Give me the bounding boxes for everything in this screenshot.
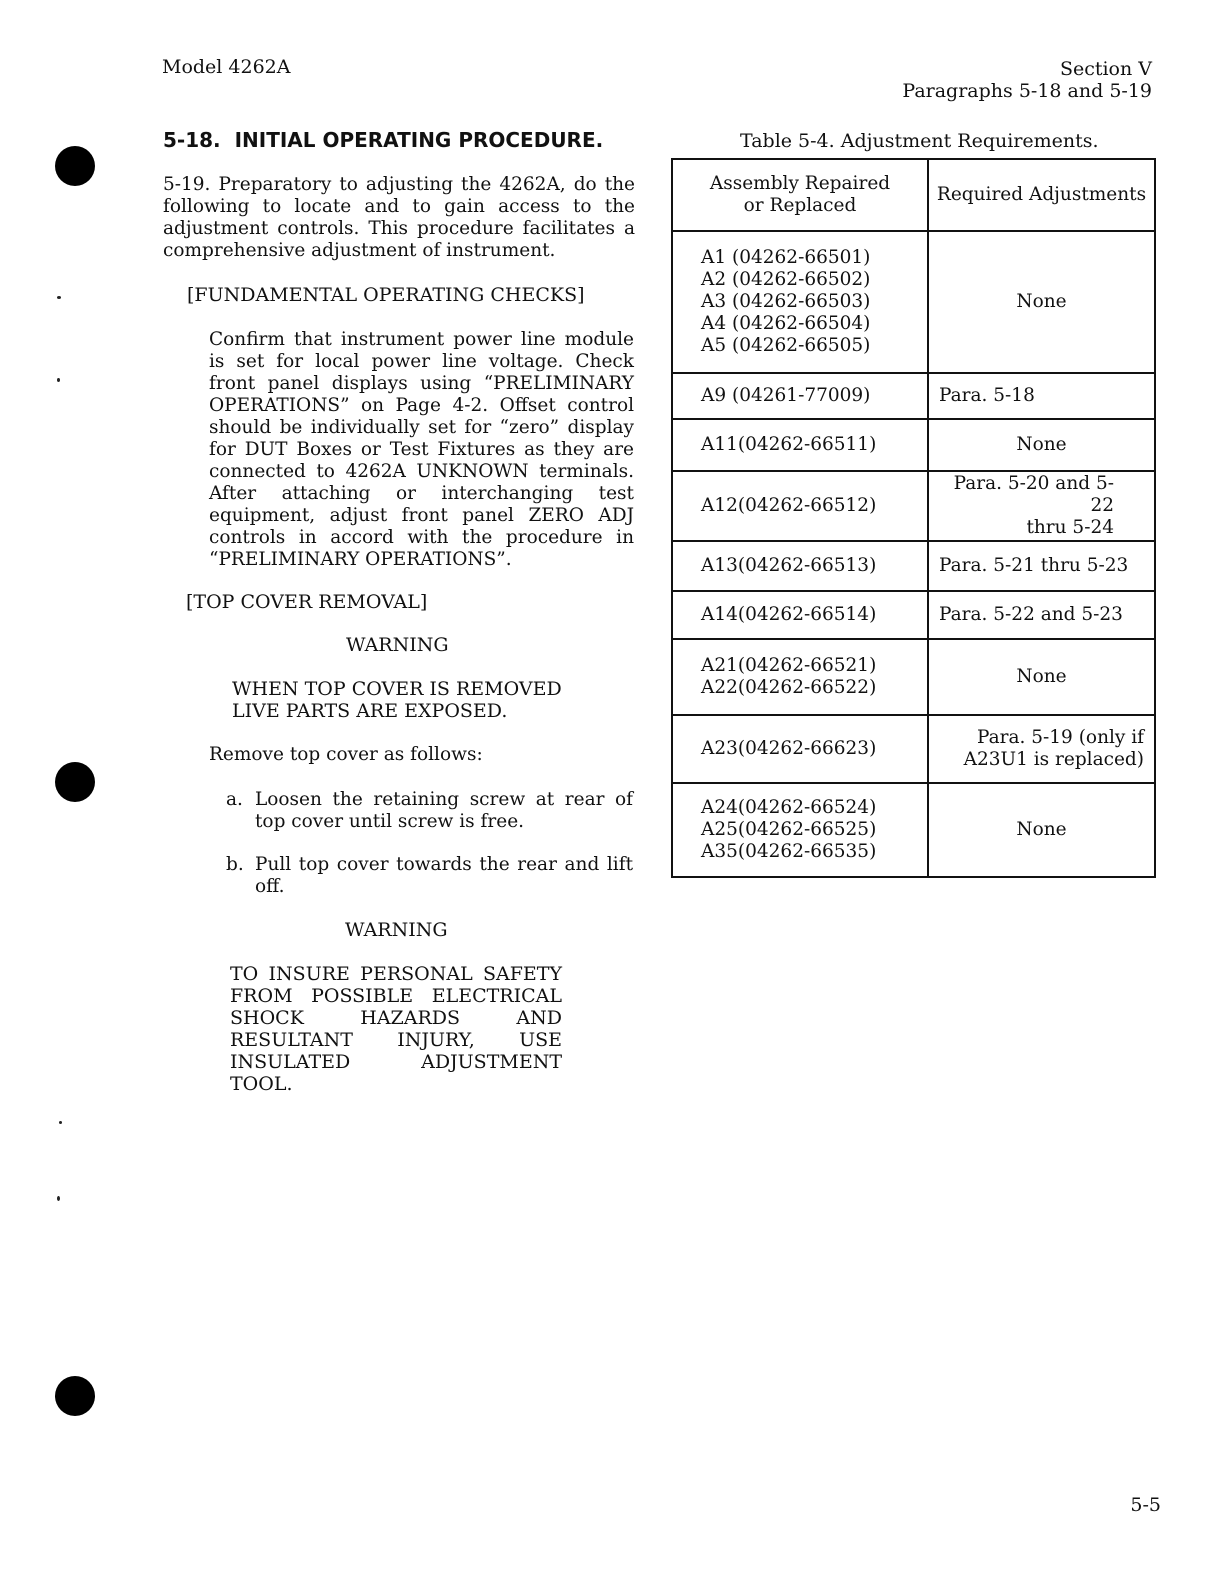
adjustment-cell: None [928,639,1155,715]
adjustment-cell: Para. 5-18 [928,373,1155,419]
column-header-assembly: Assembly Repaired or Replaced [672,159,928,231]
scan-speck [59,1121,62,1124]
section-label: Section V [1059,58,1152,80]
table-row [672,231,1155,373]
section-heading: 5-18. INITIAL OPERATING PROCEDURE. [163,128,604,152]
warning-line-2: LIVE PARTS ARE EXPOSED. [232,700,508,722]
step-a-text: Loosen the retaining screw at rear of top cover until screw is free. [255,789,633,832]
adjustment-cell: Para. 5-20 and 5-22 thru 5-24 [928,471,1155,541]
table-row [672,419,1155,471]
scan-speck [57,1196,60,1201]
adjustment-cell: Para. 5-22 and 5-23 [928,591,1155,639]
table-row [672,541,1155,591]
paragraphs-label: Paragraphs 5-18 and 5-19 [902,80,1152,102]
model-label: Model 4262A [162,56,291,78]
table-row [672,591,1155,639]
binder-hole-top [55,146,95,186]
assembly-cell: A1 (04262-66501) A2 (04262-66502) A3 (04262-66503) A4 (04262-66504) A5 (04262-66505) [672,231,928,373]
table-row [672,783,1155,877]
adjustment-cell: Para. 5-21 thru 5-23 [928,541,1155,591]
warning-line-1: WHEN TOP COVER IS REMOVED [232,678,562,700]
table-row [672,715,1155,783]
assembly-cell: A14(04262-66514) [672,591,928,639]
table-caption: Table 5-4. Adjustment Requirements. [740,130,1099,152]
assembly-cell: A13(04262-66513) [672,541,928,591]
step-b-marker: b. [226,854,244,875]
top-cover-heading: [TOP COVER REMOVAL] [186,591,428,613]
assembly-cell: A12(04262-66512) [672,471,928,541]
page-number: 5-5 [1130,1494,1161,1516]
assembly-cell: A23(04262-66623) [672,715,928,783]
assembly-cell: A24(04262-66524) A25(04262-66525) A35(04262-66535) [672,783,928,877]
assembly-cell: A9 (04261-77009) [672,373,928,419]
adjustment-cell: None [928,419,1155,471]
column-header-adjustments: Required Adjustments [928,159,1155,231]
adjustment-cell: None [928,231,1155,373]
warning-title-1: WARNING [346,634,449,656]
step-b-text: Pull top cover towards the rear and lift off. [255,854,633,897]
assembly-cell: A11(04262-66511) [672,419,928,471]
scan-speck [57,296,61,299]
binder-hole-bottom [55,1376,95,1416]
warning-text-2: TO INSURE PERSONAL SAFETY FROM POSSIBLE ELECTRICAL SHOCK HAZARDS AND RESULTANT INJURY, USE INSULATED ADJUSTMENT TOOL. [230,963,562,1095]
table-header-row [672,159,1155,231]
fundamental-checks-heading: [FUNDAMENTAL OPERATING CHECKS] [187,284,585,306]
scan-speck [57,378,60,382]
table-row [672,471,1155,541]
fundamental-checks-text: Confirm that instrument power line module is set for local power line voltage. Check front panel displays using “PRELIMINARY OPERATIONS” on Page 4-2. Offset control should be individually set for “zero” display for DUT Boxes or Test Fixtures as they are connected to 4262A UNKNOWN terminals. After attaching or interchanging test equipment, adjust front panel ZERO ADJ controls in accord with the procedure in “PRELIMINARY OPERATIONS”. [209,329,634,570]
remove-intro: Remove top cover as follows: [209,744,483,765]
warning-title-2: WARNING [345,919,448,941]
binder-hole-middle [55,762,95,802]
adjustment-requirements-table [671,158,1156,878]
table-row [672,373,1155,419]
intro-paragraph: 5-19. Preparatory to adjusting the 4262A, do the following to locate and to gain access to the adjustment controls. This procedure facilitates a comprehensive adjustment of instrument. [163,174,635,261]
step-a-marker: a. [226,789,243,810]
assembly-cell: A21(04262-66521) A22(04262-66522) [672,639,928,715]
adjustment-cell: None [928,783,1155,877]
table-row [672,639,1155,715]
adjustment-cell: Para. 5-19 (only if A23U1 is replaced) [928,715,1155,783]
